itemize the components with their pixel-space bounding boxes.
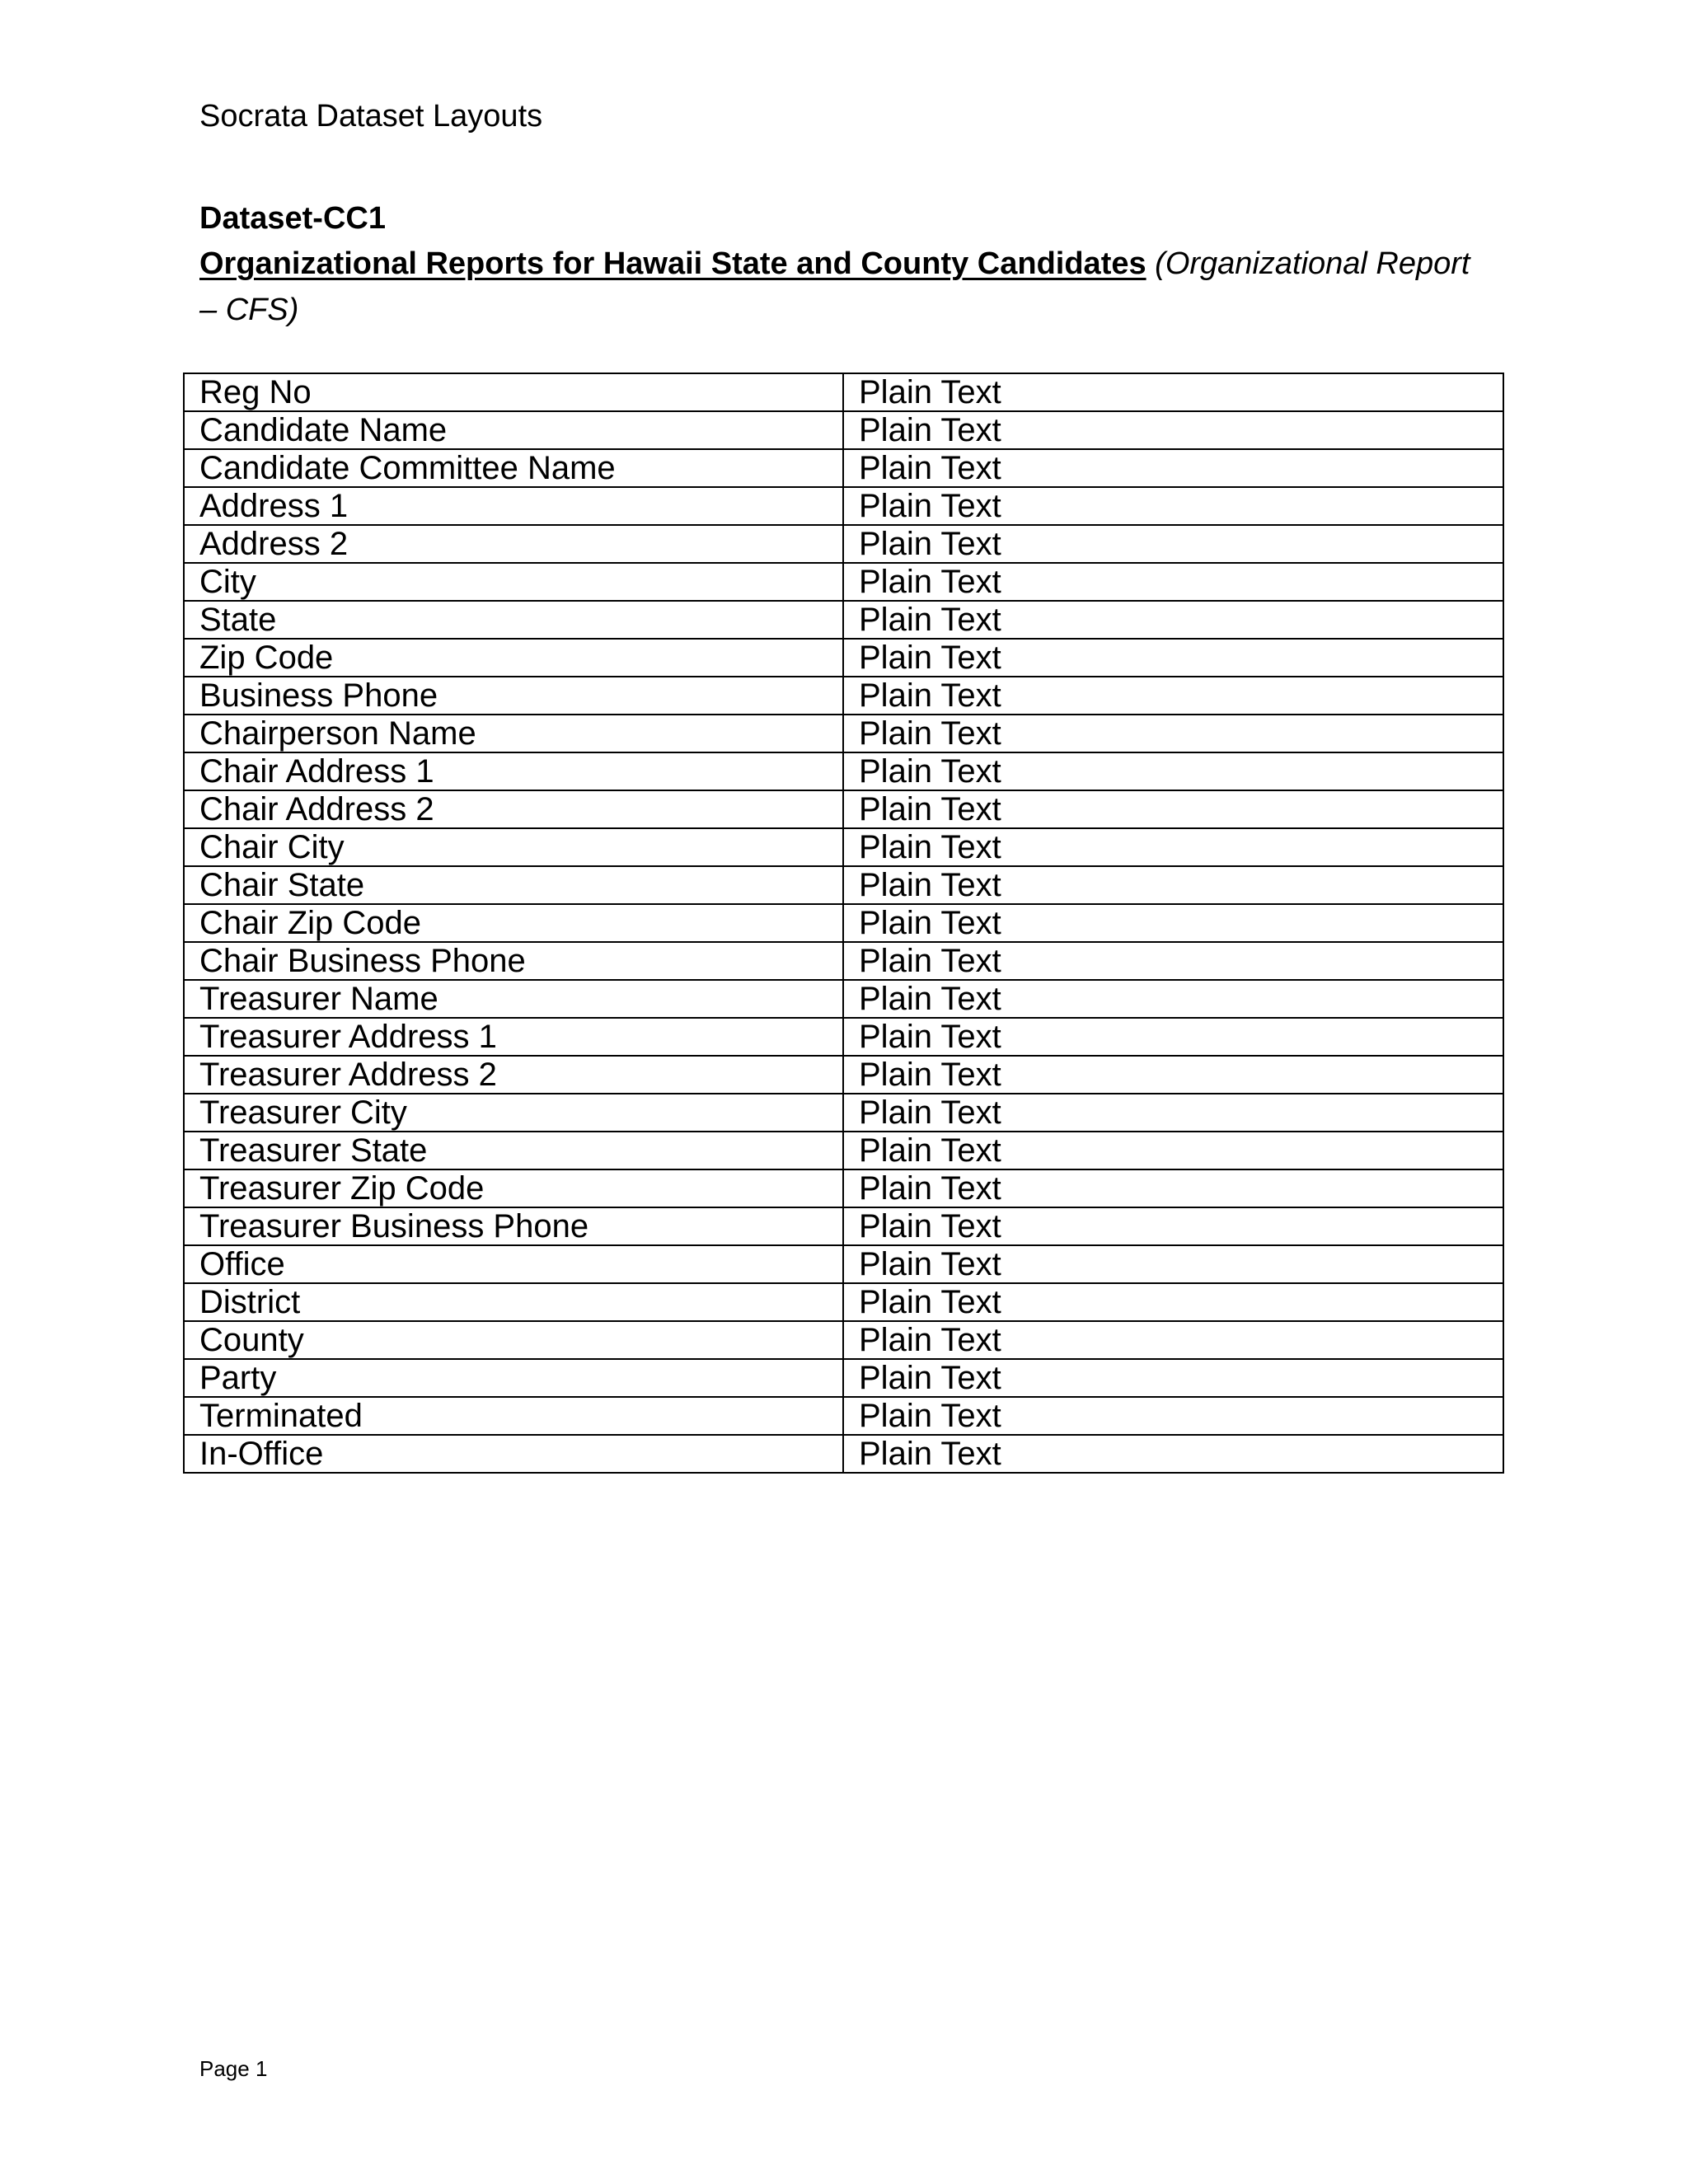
field-rows [184, 373, 1503, 1473]
table-row [184, 715, 1503, 752]
table-row [184, 1094, 1503, 1132]
field-name-cell: Treasurer City [184, 1094, 843, 1132]
field-type-cell: Plain Text [843, 1207, 1503, 1245]
table-row [184, 1245, 1503, 1283]
field-name-cell: Office [184, 1245, 843, 1283]
table-row [184, 942, 1503, 980]
field-name-cell: State [184, 601, 843, 639]
field-type-cell: Plain Text [843, 1321, 1503, 1359]
field-name-cell: Treasurer Zip Code [184, 1169, 843, 1207]
table-row [184, 980, 1503, 1018]
table-row [184, 487, 1503, 525]
field-name-cell: Treasurer Address 2 [184, 1056, 843, 1094]
dataset-id: Dataset-CC1 [199, 201, 386, 236]
field-type-cell: Plain Text [843, 980, 1503, 1018]
page-header: Socrata Dataset Layouts [199, 99, 543, 134]
field-name-cell: In-Office [184, 1435, 843, 1473]
field-name-cell: City [184, 563, 843, 601]
field-name-cell: Candidate Name [184, 411, 843, 449]
field-name-cell: Chair City [184, 828, 843, 866]
field-name-cell: Chair Business Phone [184, 942, 843, 980]
field-name-cell: Chair Zip Code [184, 904, 843, 942]
field-name-cell: Reg No [184, 373, 843, 411]
field-name-cell: Treasurer Name [184, 980, 843, 1018]
table-row [184, 1018, 1503, 1056]
table-row [184, 1435, 1503, 1473]
field-name-cell: Party [184, 1359, 843, 1397]
field-type-cell: Plain Text [843, 942, 1503, 980]
field-type-cell: Plain Text [843, 828, 1503, 866]
table-row [184, 1283, 1503, 1321]
table-row [184, 1132, 1503, 1169]
field-type-cell: Plain Text [843, 752, 1503, 790]
table-row [184, 866, 1503, 904]
field-type-cell: Plain Text [843, 1283, 1503, 1321]
field-type-cell: Plain Text [843, 1018, 1503, 1056]
field-name-cell: Zip Code [184, 639, 843, 677]
table-row [184, 1321, 1503, 1359]
field-type-cell: Plain Text [843, 601, 1503, 639]
field-type-cell: Plain Text [843, 1132, 1503, 1169]
field-type-cell: Plain Text [843, 904, 1503, 942]
field-name-cell: Address 2 [184, 525, 843, 563]
dataset-title-block [199, 241, 1485, 333]
field-type-cell: Plain Text [843, 866, 1503, 904]
table-row [184, 1397, 1503, 1435]
table-row [184, 563, 1503, 601]
field-name-cell: Chair State [184, 866, 843, 904]
table-row [184, 373, 1503, 411]
table-row [184, 639, 1503, 677]
field-type-cell: Plain Text [843, 1094, 1503, 1132]
table-row [184, 790, 1503, 828]
table-row [184, 1359, 1503, 1397]
table-row [184, 449, 1503, 487]
field-type-cell: Plain Text [843, 677, 1503, 715]
field-name-cell: Terminated [184, 1397, 843, 1435]
page-number: Page 1 [199, 2056, 268, 2081]
table-row [184, 1207, 1503, 1245]
field-name-cell: Business Phone [184, 677, 843, 715]
field-name-cell: Treasurer Address 1 [184, 1018, 843, 1056]
table-row [184, 411, 1503, 449]
field-name-cell: Treasurer State [184, 1132, 843, 1169]
field-name-cell: Chairperson Name [184, 715, 843, 752]
field-layout-table [183, 373, 1504, 1474]
table-row [184, 752, 1503, 790]
field-type-cell: Plain Text [843, 373, 1503, 411]
field-type-cell: Plain Text [843, 1435, 1503, 1473]
field-name-cell: Chair Address 2 [184, 790, 843, 828]
dataset-subtitle: (Organizational Report – CFS) [199, 246, 1470, 327]
field-name-cell: District [184, 1283, 843, 1321]
field-name-cell: Chair Address 1 [184, 752, 843, 790]
field-type-cell: Plain Text [843, 487, 1503, 525]
field-type-cell: Plain Text [843, 1359, 1503, 1397]
field-type-cell: Plain Text [843, 790, 1503, 828]
field-type-cell: Plain Text [843, 1169, 1503, 1207]
field-name-cell: Address 1 [184, 487, 843, 525]
field-type-cell: Plain Text [843, 1245, 1503, 1283]
table-row [184, 677, 1503, 715]
field-name-cell: Treasurer Business Phone [184, 1207, 843, 1245]
field-type-cell: Plain Text [843, 411, 1503, 449]
field-name-cell: County [184, 1321, 843, 1359]
field-type-cell: Plain Text [843, 525, 1503, 563]
table-row [184, 601, 1503, 639]
field-type-cell: Plain Text [843, 715, 1503, 752]
field-type-cell: Plain Text [843, 1056, 1503, 1094]
table-row [184, 525, 1503, 563]
table-row [184, 828, 1503, 866]
table-row [184, 904, 1503, 942]
field-type-cell: Plain Text [843, 449, 1503, 487]
field-type-cell: Plain Text [843, 563, 1503, 601]
field-type-cell: Plain Text [843, 639, 1503, 677]
field-type-cell: Plain Text [843, 1397, 1503, 1435]
table-row [184, 1169, 1503, 1207]
field-name-cell: Candidate Committee Name [184, 449, 843, 487]
dataset-title: Organizational Reports for Hawaii State and County Candidates [199, 246, 1146, 281]
table-row [184, 1056, 1503, 1094]
